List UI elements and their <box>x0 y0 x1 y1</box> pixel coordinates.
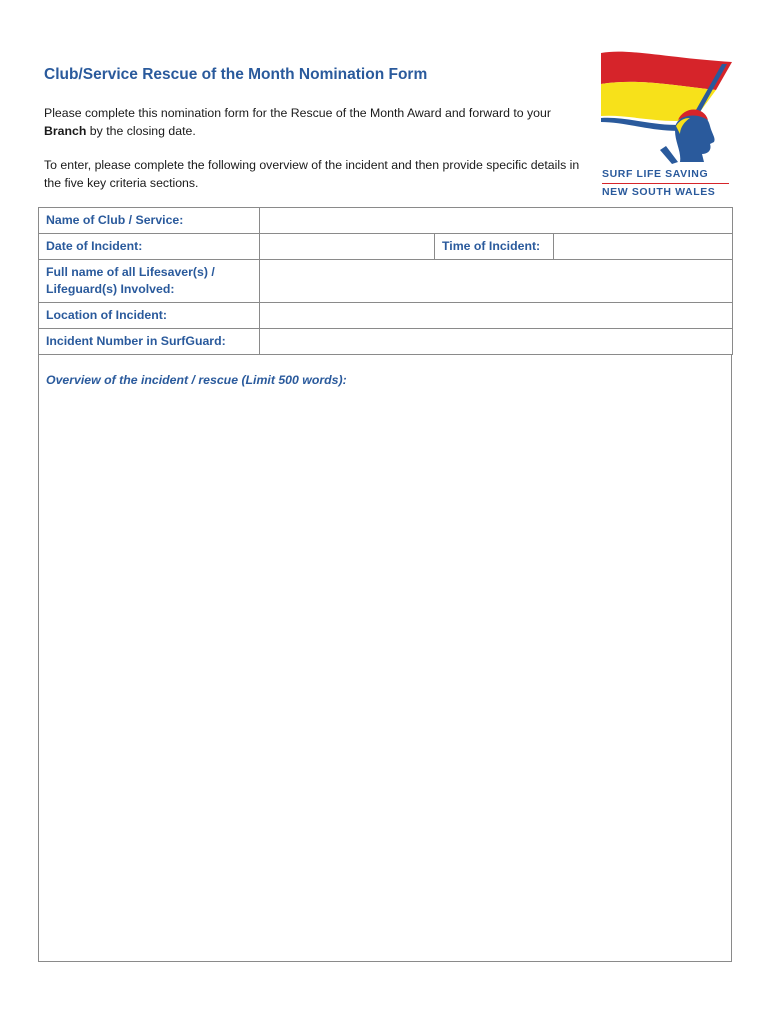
date-of-incident-field[interactable] <box>260 234 435 260</box>
location-label: Location of Incident: <box>39 303 260 329</box>
lifesavers-label: Full name of all Lifesaver(s) / Lifeguard(s) Involved: <box>39 260 260 303</box>
intro-paragraph-1 <box>44 104 589 140</box>
logo-text-surf-life-saving: SURF LIFE SAVING <box>602 168 709 180</box>
overview-field[interactable] <box>38 354 732 962</box>
incident-number-label: Incident Number in SurfGuard: <box>39 329 260 355</box>
intro-text: Please complete this nomination form for the Rescue of the Month Award and forward to your <box>44 106 551 120</box>
row-date-time <box>39 234 733 260</box>
row-location <box>39 303 733 329</box>
intro-text-end: by the closing date. <box>86 124 196 138</box>
nomination-form-table <box>38 207 733 355</box>
intro-paragraph-2: To enter, please complete the following overview of the incident and then provide specific details in the five key criteria sections. <box>44 158 580 190</box>
incident-number-field[interactable] <box>260 329 733 355</box>
intro-bold-branch: Branch <box>44 124 87 138</box>
logo-divider <box>602 183 729 184</box>
page-title: Club/Service Rescue of the Month Nomination Form <box>44 66 428 83</box>
time-of-incident-label: Time of Incident: <box>435 234 554 260</box>
row-incident-number <box>39 329 733 355</box>
row-club-service <box>39 208 733 234</box>
date-of-incident-label: Date of Incident: <box>39 234 260 260</box>
row-lifesavers <box>39 260 733 303</box>
club-service-field[interactable] <box>260 208 733 234</box>
location-field[interactable] <box>260 303 733 329</box>
club-service-label: Name of Club / Service: <box>39 208 260 234</box>
time-of-incident-field[interactable] <box>554 234 733 260</box>
logo-text-new-south-wales: NEW SOUTH WALES <box>602 186 716 198</box>
lifesavers-field[interactable] <box>260 260 733 303</box>
overview-label: Overview of the incident / rescue (Limit 500 words): <box>46 373 347 387</box>
